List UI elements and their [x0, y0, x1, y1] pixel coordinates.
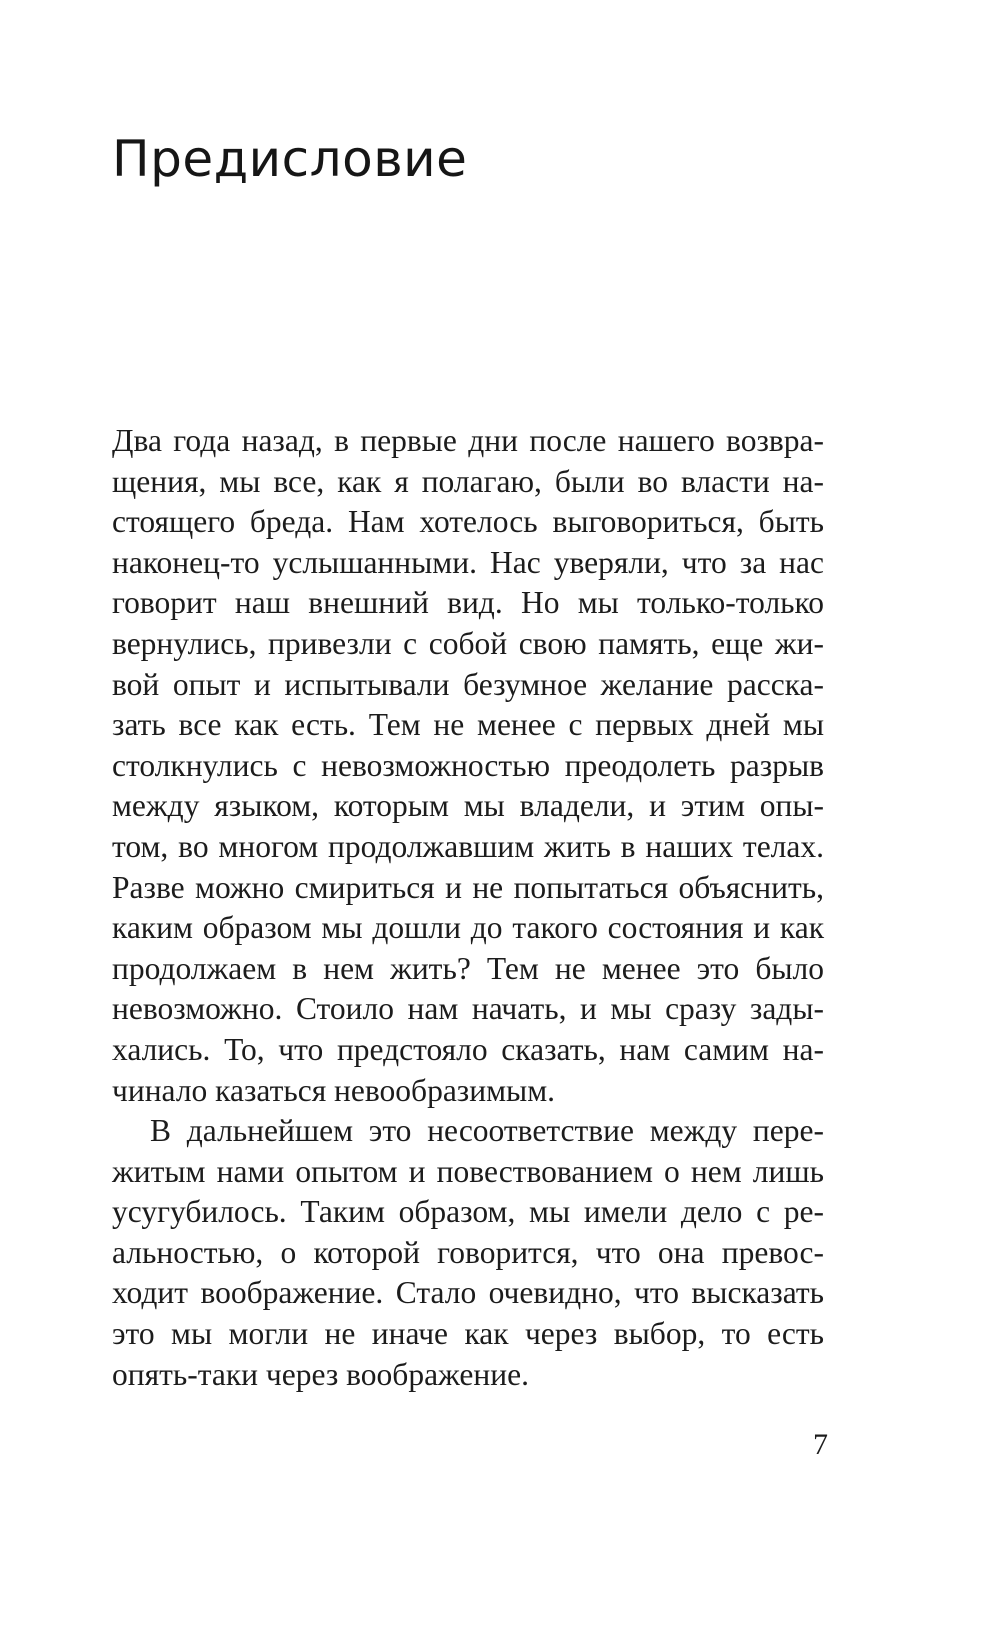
text-line: вой опыт и испытывали безумное желание расска- — [112, 666, 824, 702]
text-line: щения, мы все, как я полагаю, были во власти на- — [112, 463, 824, 499]
body-text — [112, 421, 824, 1395]
text-line: В дальнейшем это несоответствие между пере- — [150, 1113, 824, 1149]
text-line: Два года назад, в первые дни после нашего возвра- — [112, 423, 824, 458]
text-line: хались. То, что предстояло сказать, нам самим на- — [112, 1031, 824, 1067]
text-line: каким образом мы дошли до такого состояния и как — [112, 910, 824, 946]
text-line: столкнулись с невозможностью преодолеть разрыв — [112, 747, 824, 783]
chapter-heading: Предисловие — [112, 130, 468, 188]
paragraph-1 — [112, 421, 824, 1111]
text-line: стоящего бреда. Нам хотелось выговориться, быть — [112, 504, 824, 540]
text-line: говорит наш внешний вид. Но мы только-только — [112, 585, 824, 621]
text-line: альностью, о которой говорится, что она превос- — [112, 1234, 824, 1270]
text-line: том, во многом продолжавшим жить в наших телах. — [112, 828, 824, 864]
text-line: это мы могли не иначе как через выбор, то есть — [112, 1316, 824, 1352]
text-line: житым нами опытом и повествованием о нем лишь — [112, 1153, 824, 1189]
text-line: невозможно. Стоило нам начать, и мы сразу зады- — [112, 991, 824, 1027]
text-line: Разве можно смириться и не попытаться объяснить, — [112, 869, 824, 905]
text-line: чинало казаться невообразимым. — [112, 1072, 556, 1108]
text-line: вернулись, привезли с собой свою память, еще жи- — [112, 625, 824, 661]
text-line: продолжаем в нем жить? Тем не менее это было — [112, 950, 824, 986]
text-line: усугубилось. Таким образом, мы имели дело с ре- — [112, 1194, 824, 1230]
page-number: 7 — [813, 1428, 828, 1461]
text-line: между языком, которым мы владели, и этим опы- — [112, 788, 824, 824]
text-line: опять-таки через воображение. — [112, 1356, 529, 1392]
text-line: наконец-то услышанными. Нас уверяли, что за нас — [112, 544, 824, 580]
text-line: зать все как есть. Тем не менее с первых дней мы — [112, 707, 824, 743]
text-line: ходит воображение. Стало очевидно, что высказать — [112, 1275, 824, 1311]
paragraph-2 — [112, 1111, 824, 1395]
